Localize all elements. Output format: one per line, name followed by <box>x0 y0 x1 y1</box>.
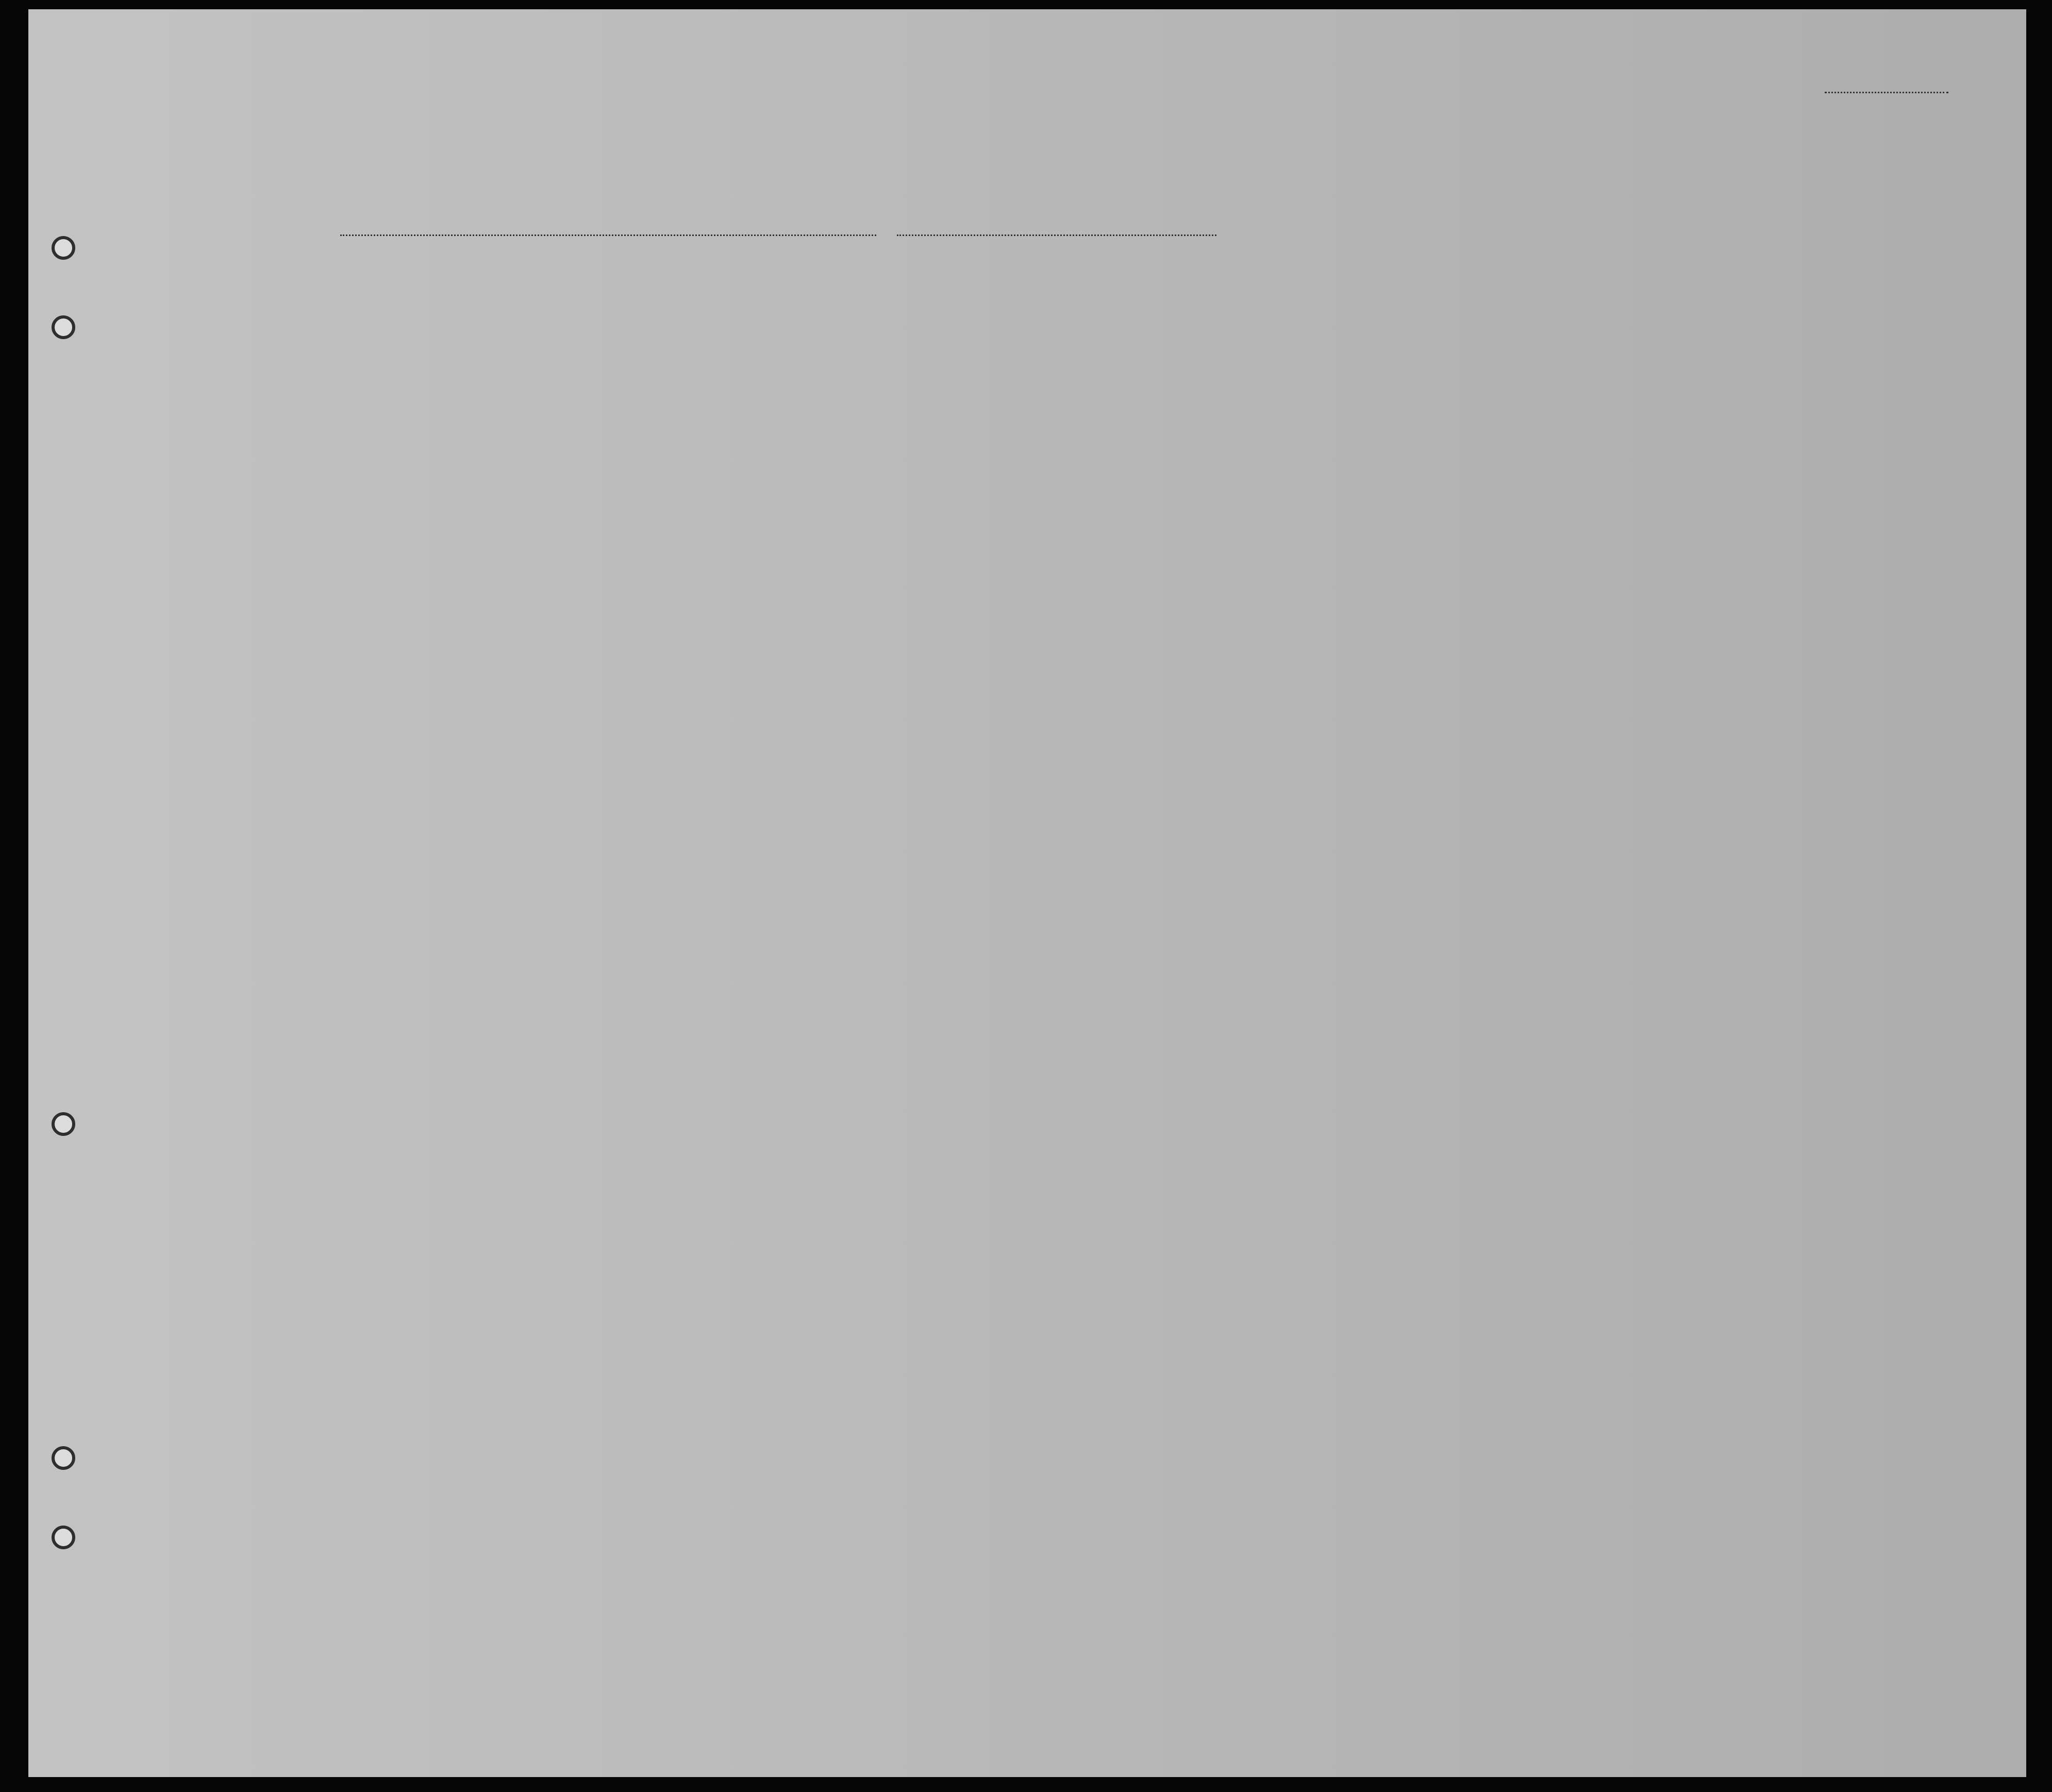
binder-hole-icon <box>52 1446 75 1470</box>
binder-hole-icon <box>52 315 75 339</box>
port-line <box>340 235 876 236</box>
binder-hole-icon <box>52 1112 75 1136</box>
binder-hole-icon <box>52 236 75 260</box>
date-line <box>897 235 1216 236</box>
list-line <box>1825 92 1948 93</box>
binder-hole-icon <box>52 1526 75 1549</box>
manifest-sheet <box>28 9 2026 1777</box>
